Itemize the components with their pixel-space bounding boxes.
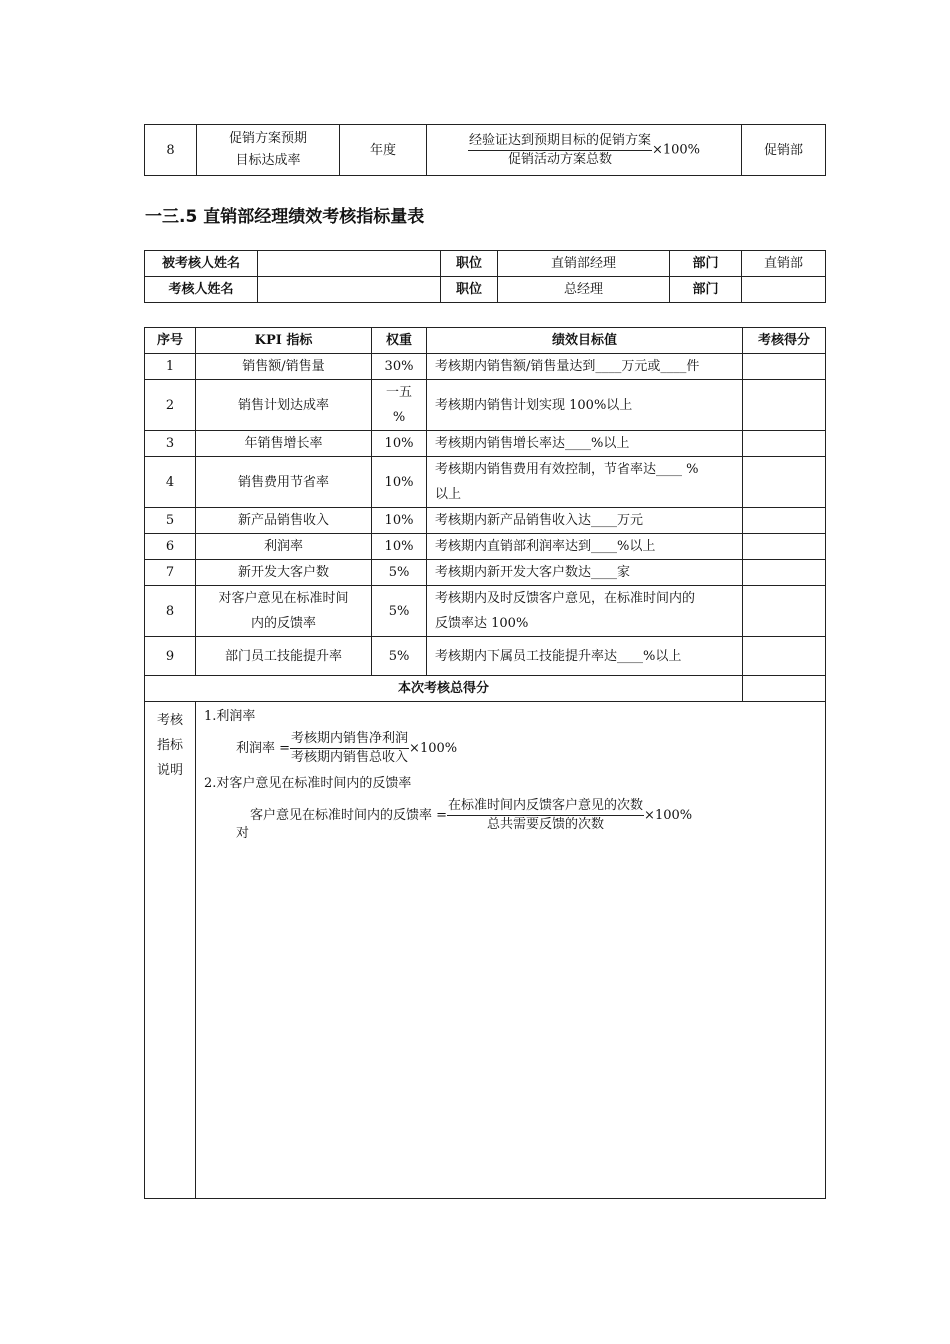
notes-content bbox=[196, 702, 826, 1199]
weight: 10% bbox=[372, 508, 427, 534]
score-cell[interactable] bbox=[743, 534, 826, 560]
indicator-name: 销售额/销售量 bbox=[196, 354, 372, 380]
score-cell[interactable] bbox=[743, 354, 826, 380]
table-row bbox=[145, 586, 826, 637]
table-row bbox=[145, 251, 826, 277]
target-line: 反馈率达 100% bbox=[435, 616, 529, 631]
notes-label-line: 说明 bbox=[156, 763, 183, 778]
promo-kpi-table bbox=[144, 124, 826, 176]
target-line: 以上 bbox=[435, 487, 462, 502]
department-value[interactable] bbox=[742, 277, 826, 303]
fraction-denominator: 总共需要反馈的次数 bbox=[487, 817, 605, 832]
indicator-name: 年销售增长率 bbox=[196, 431, 372, 457]
notes-label bbox=[145, 702, 196, 1199]
fraction-denominator: 考核期内销售总收入 bbox=[291, 750, 409, 765]
table-row bbox=[145, 534, 826, 560]
target: 考核期内新开发大客户数达____家 bbox=[427, 560, 743, 586]
position-label: 职位 bbox=[441, 251, 498, 277]
weight: 5% bbox=[372, 560, 427, 586]
assessee-label: 被考核人姓名 bbox=[145, 251, 258, 277]
table-row bbox=[145, 508, 826, 534]
score-cell[interactable] bbox=[743, 457, 826, 508]
header-target: 绩效目标值 bbox=[427, 328, 743, 354]
row-number: 2 bbox=[145, 380, 196, 431]
fraction-numerator: 经验证达到预期目标的促销方案 bbox=[468, 132, 652, 151]
multiplier: ×100% bbox=[409, 740, 458, 756]
fraction bbox=[468, 132, 652, 169]
header-score: 考核得分 bbox=[743, 328, 826, 354]
weight-line: 一五 bbox=[385, 385, 412, 400]
fraction-numerator: 在标准时间内反馈客户意见的次数 bbox=[447, 797, 644, 816]
notes-row bbox=[145, 702, 826, 1199]
target bbox=[427, 586, 743, 637]
indicator-name: 新产品销售收入 bbox=[196, 508, 372, 534]
indicator-line: 内的反馈率 bbox=[250, 616, 316, 631]
weight: 5% bbox=[372, 586, 427, 637]
table-row bbox=[145, 380, 826, 431]
row-number: 8 bbox=[145, 125, 197, 176]
target-line: 考核期内及时反馈客户意见，在标准时间内的 bbox=[435, 591, 696, 606]
notes-label-line: 指标 bbox=[156, 738, 183, 753]
table-row bbox=[145, 457, 826, 508]
target: 考核期内销售增长率达____%以上 bbox=[427, 431, 743, 457]
table-row bbox=[145, 431, 826, 457]
score-cell[interactable] bbox=[743, 380, 826, 431]
weight: 5% bbox=[372, 637, 427, 676]
weight: 10% bbox=[372, 534, 427, 560]
target: 考核期内销售计划实现 100%以上 bbox=[427, 380, 743, 431]
assessor-name[interactable] bbox=[258, 277, 441, 303]
fraction bbox=[447, 797, 644, 834]
indicator-name: 新开发大客户数 bbox=[196, 560, 372, 586]
department-value: 直销部 bbox=[742, 251, 826, 277]
assessor-label: 考核人姓名 bbox=[145, 277, 258, 303]
total-score-cell[interactable] bbox=[743, 676, 826, 702]
fraction bbox=[290, 730, 409, 767]
formula-feedback-rate bbox=[204, 797, 817, 841]
score-cell[interactable] bbox=[743, 508, 826, 534]
multiplier: ×100% bbox=[651, 142, 701, 157]
weight: 30% bbox=[372, 354, 427, 380]
weight: 10% bbox=[372, 431, 427, 457]
indicator-line: 目标达成率 bbox=[235, 153, 301, 168]
total-row bbox=[145, 676, 826, 702]
header-indicator: KPI 指标 bbox=[196, 328, 372, 354]
fraction-denominator: 促销活动方案总数 bbox=[507, 151, 612, 167]
info-table bbox=[144, 250, 826, 303]
header-no: 序号 bbox=[145, 328, 196, 354]
weight bbox=[372, 380, 427, 431]
indicator-name: 销售计划达成率 bbox=[196, 380, 372, 431]
indicator-name: 利润率 bbox=[196, 534, 372, 560]
period: 年度 bbox=[340, 125, 427, 176]
header-weight: 权重 bbox=[372, 328, 427, 354]
indicator-name bbox=[197, 125, 340, 176]
target-line: 考核期内销售费用有效控制，节省率达____ % bbox=[435, 462, 699, 477]
target: 考核期内直销部利润率达到____%以上 bbox=[427, 534, 743, 560]
row-number: 3 bbox=[145, 431, 196, 457]
indicator-name: 销售费用节省率 bbox=[196, 457, 372, 508]
score-cell[interactable] bbox=[743, 560, 826, 586]
table-row bbox=[145, 277, 826, 303]
table-row bbox=[145, 637, 826, 676]
department-label: 部门 bbox=[670, 277, 742, 303]
formula-lhs-prefix: 对 bbox=[236, 826, 250, 841]
section-heading: 一三.5 直销部经理绩效考核指标量表 bbox=[145, 207, 425, 227]
row-number: 7 bbox=[145, 560, 196, 586]
table-row bbox=[145, 125, 826, 176]
score-cell[interactable] bbox=[743, 586, 826, 637]
kpi-table bbox=[144, 327, 826, 1199]
target bbox=[427, 457, 743, 508]
row-number: 5 bbox=[145, 508, 196, 534]
notes-label-line: 考核 bbox=[156, 713, 183, 728]
row-number: 9 bbox=[145, 637, 196, 676]
department: 促销部 bbox=[742, 125, 826, 176]
row-number: 1 bbox=[145, 354, 196, 380]
table-row bbox=[145, 560, 826, 586]
indicator-line: 促销方案预期 bbox=[228, 131, 307, 146]
formula-lhs: 客户意见在标准时间内的反馈率 = bbox=[250, 807, 448, 823]
indicator-name bbox=[196, 586, 372, 637]
score-cell[interactable] bbox=[743, 431, 826, 457]
position-value: 直销部经理 bbox=[498, 251, 670, 277]
row-number: 6 bbox=[145, 534, 196, 560]
table-row bbox=[145, 354, 826, 380]
target: 考核期内销售额/销售量达到____万元或____件 bbox=[427, 354, 743, 380]
formula bbox=[427, 125, 742, 176]
formula-profit-rate bbox=[204, 730, 817, 767]
weight-line: % bbox=[392, 410, 406, 425]
weight: 10% bbox=[372, 457, 427, 508]
note-item-title: 2.对客户意见在标准时间内的反馈率 bbox=[204, 776, 412, 791]
target: 考核期内下属员工技能提升率达____%以上 bbox=[427, 637, 743, 676]
indicator-name: 部门员工技能提升率 bbox=[196, 637, 372, 676]
row-number: 4 bbox=[145, 457, 196, 508]
row-number: 8 bbox=[145, 586, 196, 637]
fraction-numerator: 考核期内销售净利润 bbox=[290, 730, 409, 749]
target: 考核期内新产品销售收入达____万元 bbox=[427, 508, 743, 534]
position-value: 总经理 bbox=[498, 277, 670, 303]
note-item-title: 1.利润率 bbox=[204, 709, 256, 724]
multiplier: ×100% bbox=[644, 807, 693, 823]
formula-lhs: 利润率 = bbox=[236, 740, 291, 756]
assessee-name[interactable] bbox=[258, 251, 441, 277]
indicator-line: 对客户意见在标准时间 bbox=[218, 591, 349, 606]
total-label: 本次考核总得分 bbox=[145, 676, 743, 702]
score-cell[interactable] bbox=[743, 637, 826, 676]
department-label: 部门 bbox=[670, 251, 742, 277]
position-label: 职位 bbox=[441, 277, 498, 303]
table-header-row bbox=[145, 328, 826, 354]
